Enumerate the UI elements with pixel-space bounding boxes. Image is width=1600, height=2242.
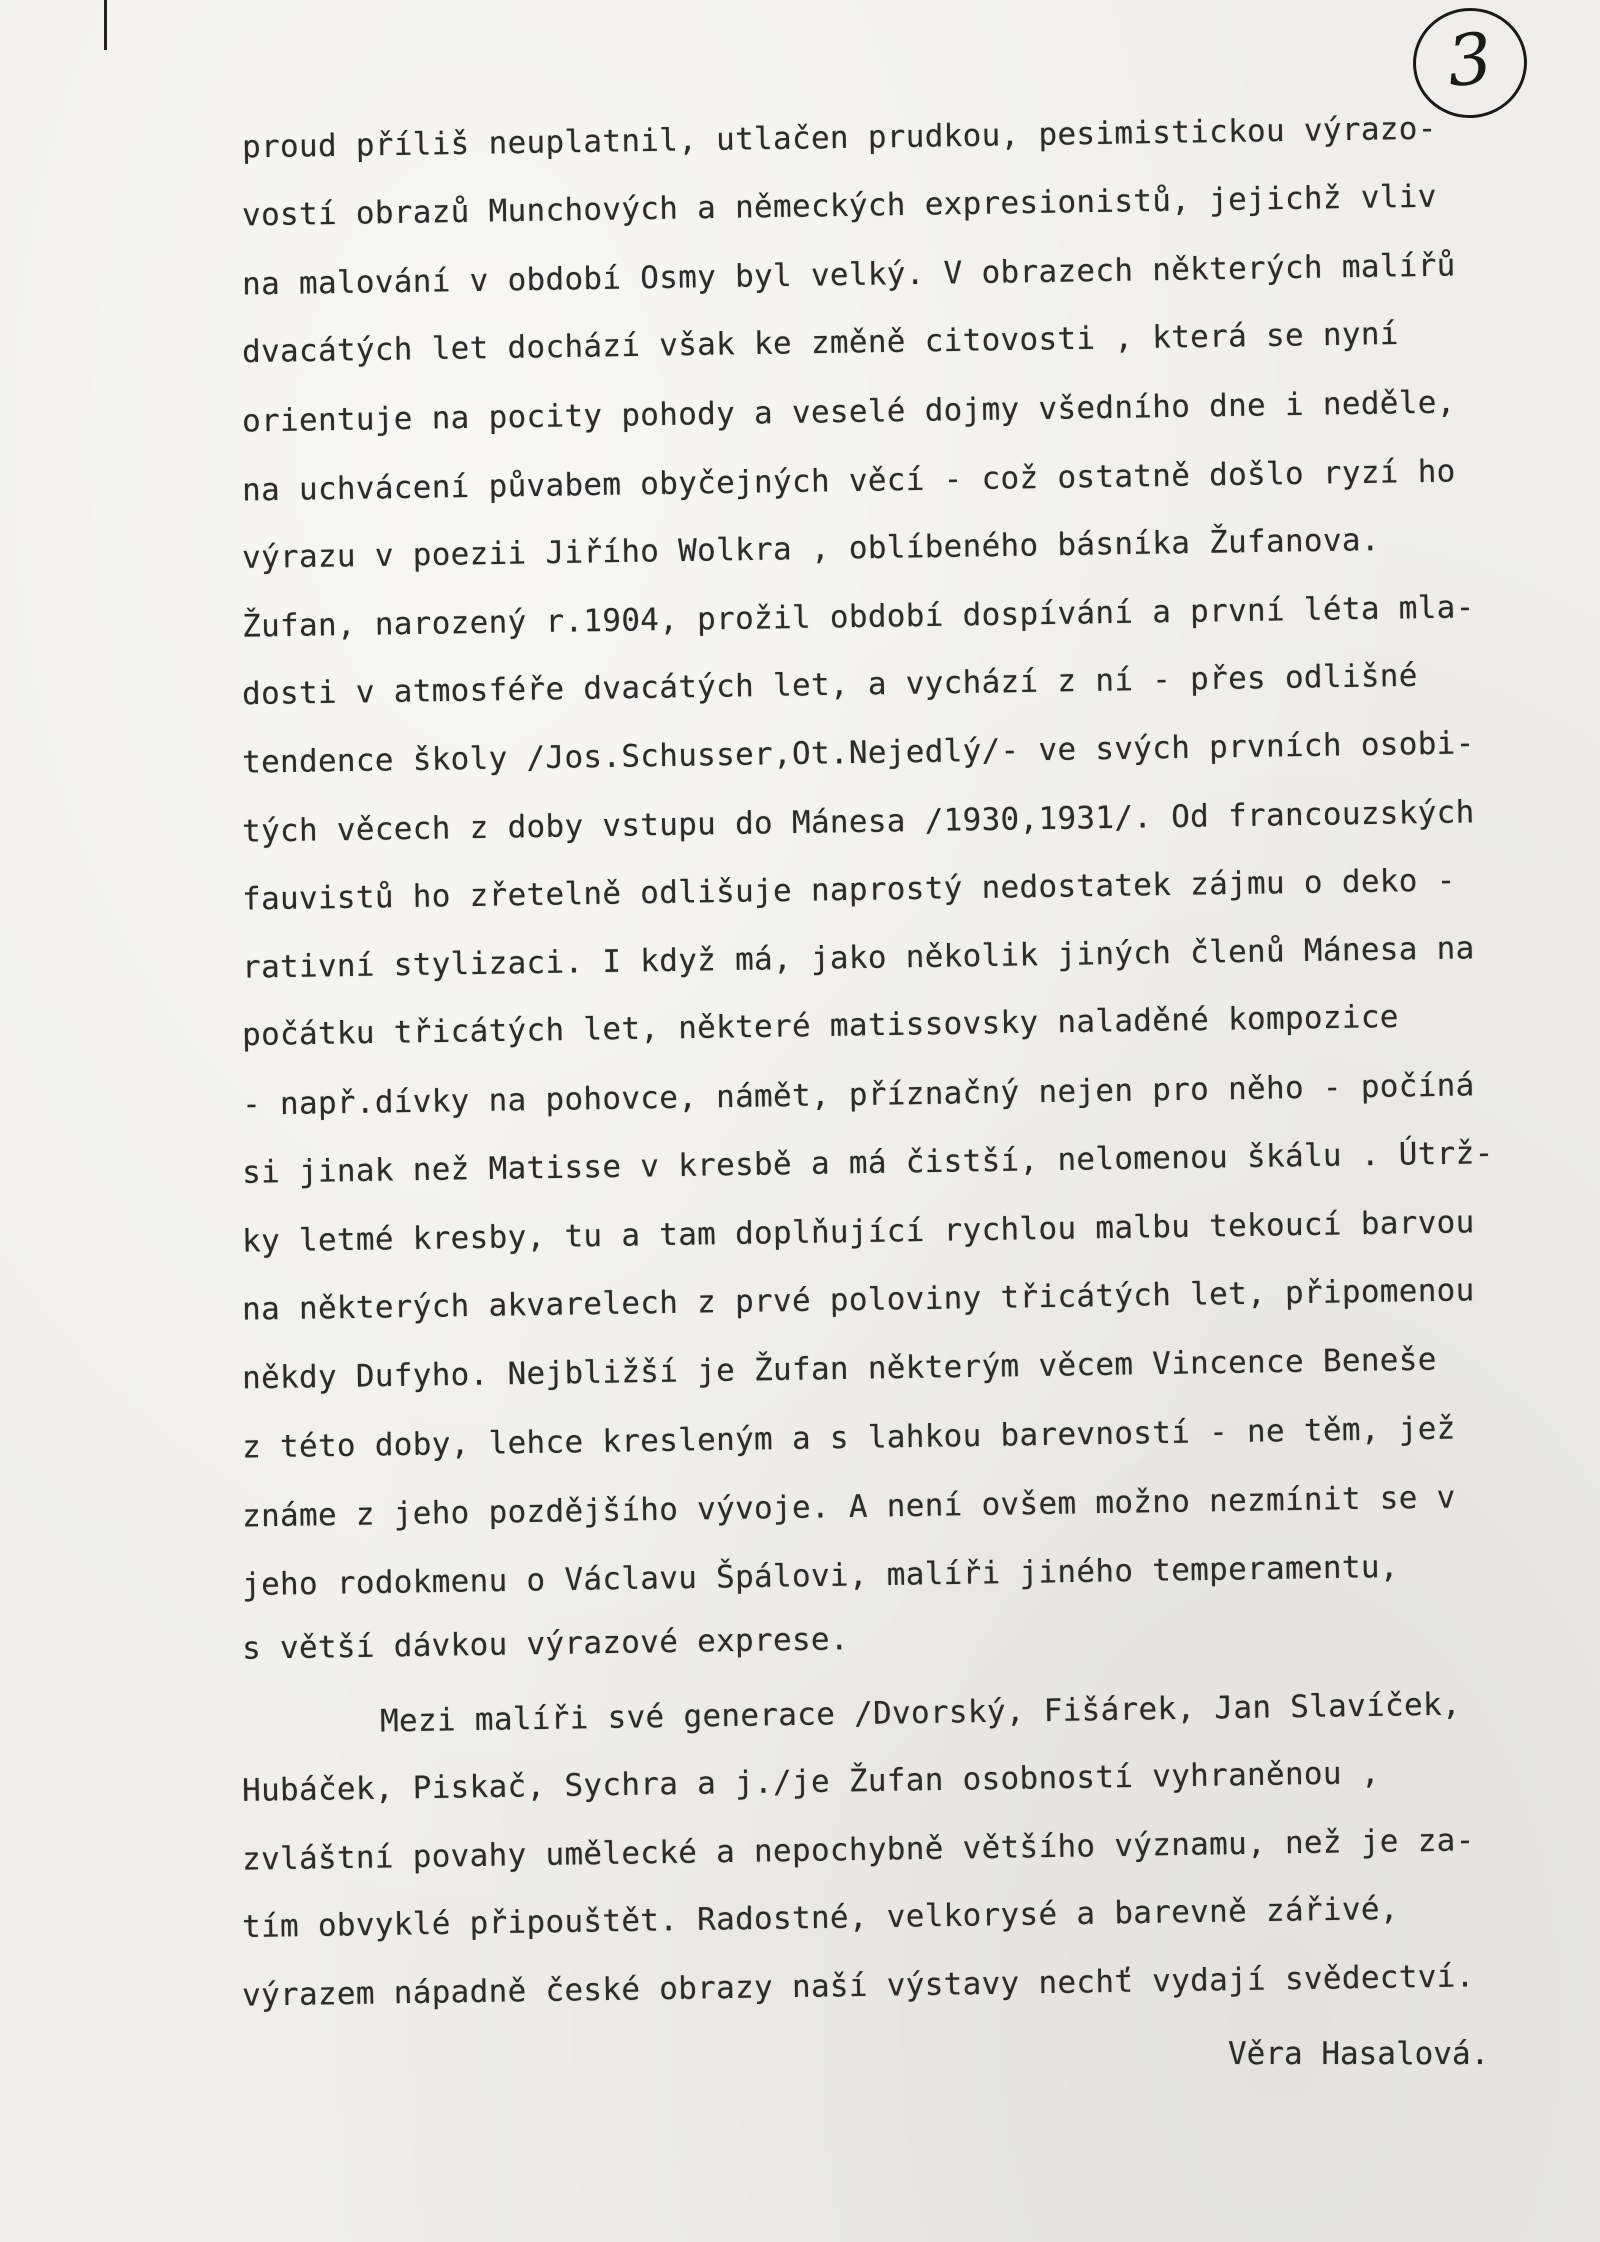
text-line: výrazem nápadně české obrazy naší výstavy nechť vydají svědectví. [241,1958,1475,2014]
text-line: počátku třicátých let, některé matissovsky naladěné kompozice [241,998,1399,1054]
text-line: zvláštní povahy umělecké a nepochybně většího významu, než je za- [241,1822,1475,1878]
text-line: tendence školy /Jos.Schusser,Ot.Nejedlý/- ve svých prvních osobi- [241,725,1475,781]
signature: Věra Hasalová. [1228,2036,1490,2072]
text-line: na uchvácení půvabem obyčejných věcí - což ostatně došlo ryzí ho [241,453,1456,509]
page-number-circle [1408,2,1533,123]
text-line: s větší dávkou výrazové exprese. [241,1621,850,1667]
text-line: proud příliš neuplatnil, utlačen prudkou, pesimistickou výrazo- [241,110,1437,166]
text-line: Žufan, narozený r.1904, prožil období dospívání a první léta mla- [241,589,1475,645]
text-line: vostí obrazů Munchových a německých expresionistů, jejichž vliv [241,178,1437,234]
text-line: z této doby, lehce kresleným a s lahkou barevností - ne těm, jež [241,1410,1456,1466]
text-line: tím obvyklé připouštět. Radostné, velkorysé a barevně zářivé, [241,1890,1399,1946]
text-line: ky letmé kresby, tu a tam doplňující rychlou malbu tekoucí barvou [241,1204,1475,1260]
text-line: - např.dívky na pohovce, námět, příznačný nejen pro něho - počíná [241,1067,1475,1123]
page-number: 3 [1443,16,1497,104]
text-line: fauvistů ho zřetelně odlišuje naprostý nedostatek zájmu o deko - [241,862,1456,918]
text-line: si jinak než Matisse v kresbě a má čistší, nelomenou škálu . Útrž- [241,1135,1494,1191]
text-line: orientuje na pocity pohody a veselé dojmy všedního dne i neděle, [241,384,1456,440]
text-line: někdy Dufyho. Nejbližší je Žufan některým věcem Vincence Beneše [241,1341,1437,1397]
text-line: Mezi malíři své generace /Dvorský, Fišárek, Jan Slavíček, [379,1686,1462,1740]
text-line: na malování v období Osmy byl velký. V obrazech některých malířů [241,247,1456,303]
text-line: výrazu v poezii Jiřího Wolkra , oblíbeného básníka Žufanova. [241,522,1381,576]
text-line: známe z jeho pozdějšího vývoje. A není ovšem možno nezmínit se v [241,1479,1456,1535]
text-line: na některých akvarelech z prvé poloviny třicátých let, připomenou [241,1272,1475,1328]
text-line: Hubáček, Piskač, Sychra a j./je Žufan osobností vyhraněnou , [241,1755,1381,1809]
text-line: dosti v atmosféře dvacátých let, a vychází z ní - přes odlišné [241,657,1418,713]
text-line: tých věcech z doby vstupu do Mánesa /1930,1931/. Od francouzských [241,794,1475,850]
text-line: jeho rodokmenu o Václavu Špálovi, malíři jiného temperamentu, [241,1548,1399,1604]
margin-mark [104,0,107,50]
text-line: dvacátých let dochází však ke změně citovosti , která se nyní [241,315,1399,371]
text-line: rativní stylizaci. I když má, jako několik jiných členů Mánesa na [241,930,1475,986]
